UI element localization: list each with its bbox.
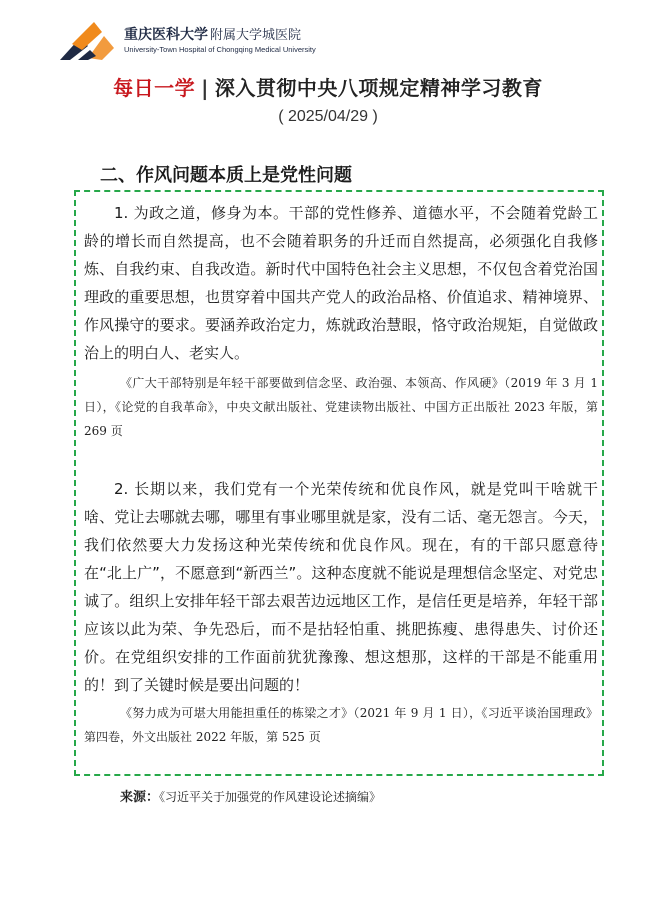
item-2-text: 2. 长期以来，我们党有一个光荣传统和优良作风，就是党叫干啥就干啥、党让去哪就去哪，哪里有事业哪里就是家，没有二话、毫无怨言。今天，我们依然要大力发扬这种光荣传统和优良作风。现在，有的干部只愿意待在“北上广”，不愿意到“新西兰”。这种态度就不能说是理想信念坚定、对党忠诚了。组织上安排年轻干部去艰苦边远地区工作，是信任更是培养，年轻干部应该以此为荣、争先恐后，而不是拈轻怕重、挑肥拣瘦、患得患失、讨价还价。在党组织安排的工作面前犹犹豫豫、想这想那，这样的干部是不能重用的！到了关键时候是要出问题的！ <box>84 480 598 694</box>
title-prefix: 每日一学 <box>113 76 196 100</box>
source-value: 《习近平关于加强党的作风建设论述摘编》 <box>159 790 382 804</box>
item-1 <box>84 199 598 443</box>
publish-date: ( 2025/04/29 ) <box>278 108 378 125</box>
item-2 <box>84 475 598 749</box>
hospital-logo-icon <box>58 18 120 62</box>
page-title <box>0 72 656 101</box>
source-label: 来源： <box>120 790 160 805</box>
item-1-text: 1. 为政之道，修身为本。干部的党性修养、道德水平，不会随着党龄工龄的增长而自然提高，也不会随着职务的升迁而自然提高，必须强化自我修炼、自我约束、自我改造。新时代中国特色社会主义思想，不仅包含着党治国理政的重要思想，也贯穿着中国共产党人的政治品格、价值追求、精神境界、作风操守的要求。要涵养政治定力，炼就政治慧眼，恪守政治规矩，自觉做政治上的明白人、老实人。 <box>84 204 598 362</box>
title-separator: | <box>201 76 209 100</box>
hospital-name-cn <box>124 24 384 44</box>
hospital-header <box>58 14 358 62</box>
title-main: 深入贯彻中央八项规定精神学习教育 <box>214 76 543 100</box>
item-1-citation: 《广大干部特别是年轻干部要做到信念坚、政治强、本领高、作风硬》（2019 年 3 月 1 日），《论党的自我革命》，中央文献出版社、党建读物出版社、中国方正出版社 2023 年版，第 269 页 <box>84 376 598 438</box>
hospital-name-en: University-Town Hospital of Chongqing Medical University <box>124 45 316 54</box>
section-title: 二、作风问题本质上是党性问题 <box>100 165 352 186</box>
source-line <box>120 786 381 805</box>
hospital-name-main: 重庆医科大学 <box>124 27 208 43</box>
hospital-name-suffix: 附属大学城医院 <box>210 28 302 43</box>
item-2-citation: 《努力成为可堪大用能担重任的栋梁之才》（2021 年 9 月 1 日），《习近平谈治国理政》第四卷，外文出版社 2022 年版，第 525 页 <box>84 706 598 744</box>
